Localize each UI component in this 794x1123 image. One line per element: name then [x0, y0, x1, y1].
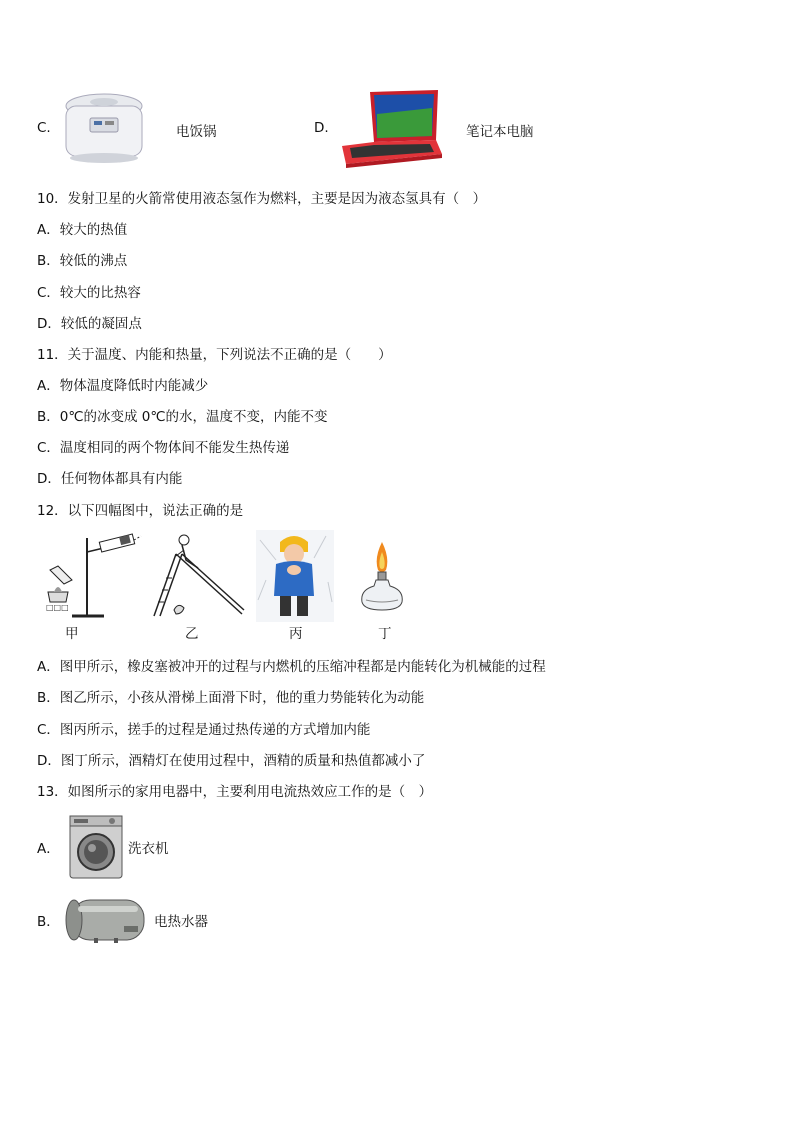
q12-option-b: B．图乙所示，小孩从滑梯上面滑下时，他的重力势能转化为动能 [37, 690, 425, 706]
q11-option-d: D．任何物体都具有内能 [37, 471, 183, 487]
q10-option-a: A．较大的热值 [37, 222, 128, 238]
option-d-label: 笔记本电脑 [466, 124, 534, 140]
q11-stem: 11．关于温度、内能和热量，下列说法不正确的是（ ） [37, 347, 392, 363]
q11-option-a: A．物体温度降低时内能减少 [37, 378, 209, 394]
q13-option-b-label: 电热水器 [154, 914, 208, 930]
figure-bing-child-rubbing-hands-image [256, 530, 334, 622]
figure-ding-alcohol-lamp-image [356, 538, 408, 612]
figure-label-bing: 丙 [289, 626, 303, 642]
option-c-label: 电饭锅 [176, 124, 217, 140]
figure-label-yi: 乙 [185, 626, 199, 642]
q11-option-b: B．0℃的冰变成 0℃的水，温度不变，内能不变 [37, 409, 328, 425]
q10-option-d: D．较低的凝固点 [37, 316, 142, 332]
laptop-image [338, 84, 444, 170]
rice-cooker-image [60, 84, 148, 170]
figure-label-jia: 甲 [65, 626, 79, 642]
q11-option-c: C．温度相同的两个物体间不能发生热传递 [37, 440, 290, 456]
figure-jia-test-tube-image [42, 530, 142, 622]
electric-water-heater-image [64, 896, 150, 944]
svg-text:□□□: □□□ [46, 603, 69, 612]
q10-option-b: B．较低的沸点 [37, 253, 128, 269]
q13-option-a-letter: A． [37, 841, 60, 857]
q12-option-a: A．图甲所示，橡皮塞被冲开的过程与内燃机的压缩冲程都是内能转化为机械能的过程 [37, 659, 546, 675]
q12-stem: 12．以下四幅图中，说法正确的是 [37, 503, 244, 519]
washing-machine-image [68, 814, 124, 880]
q13-option-b-letter: B． [37, 914, 60, 930]
q10-option-c: C．较大的比热容 [37, 285, 141, 301]
option-d-letter: D. [314, 120, 329, 136]
q13-option-a-label: 洗衣机 [128, 841, 169, 857]
option-c-letter: C. [37, 120, 51, 136]
figure-yi-slide-image [146, 532, 246, 622]
q12-option-d: D．图丁所示，酒精灯在使用过程中，酒精的质量和热值都减小了 [37, 753, 426, 769]
q13-stem: 13．如图所示的家用电器中，主要利用电流热效应工作的是（ ） [37, 784, 433, 800]
q12-option-c: C．图丙所示，搓手的过程是通过热传递的方式增加内能 [37, 722, 371, 738]
figure-label-ding: 丁 [378, 626, 392, 642]
q10-stem: 10．发射卫星的火箭常使用液态氢作为燃料，主要是因为液态氢具有（ ） [37, 191, 487, 207]
